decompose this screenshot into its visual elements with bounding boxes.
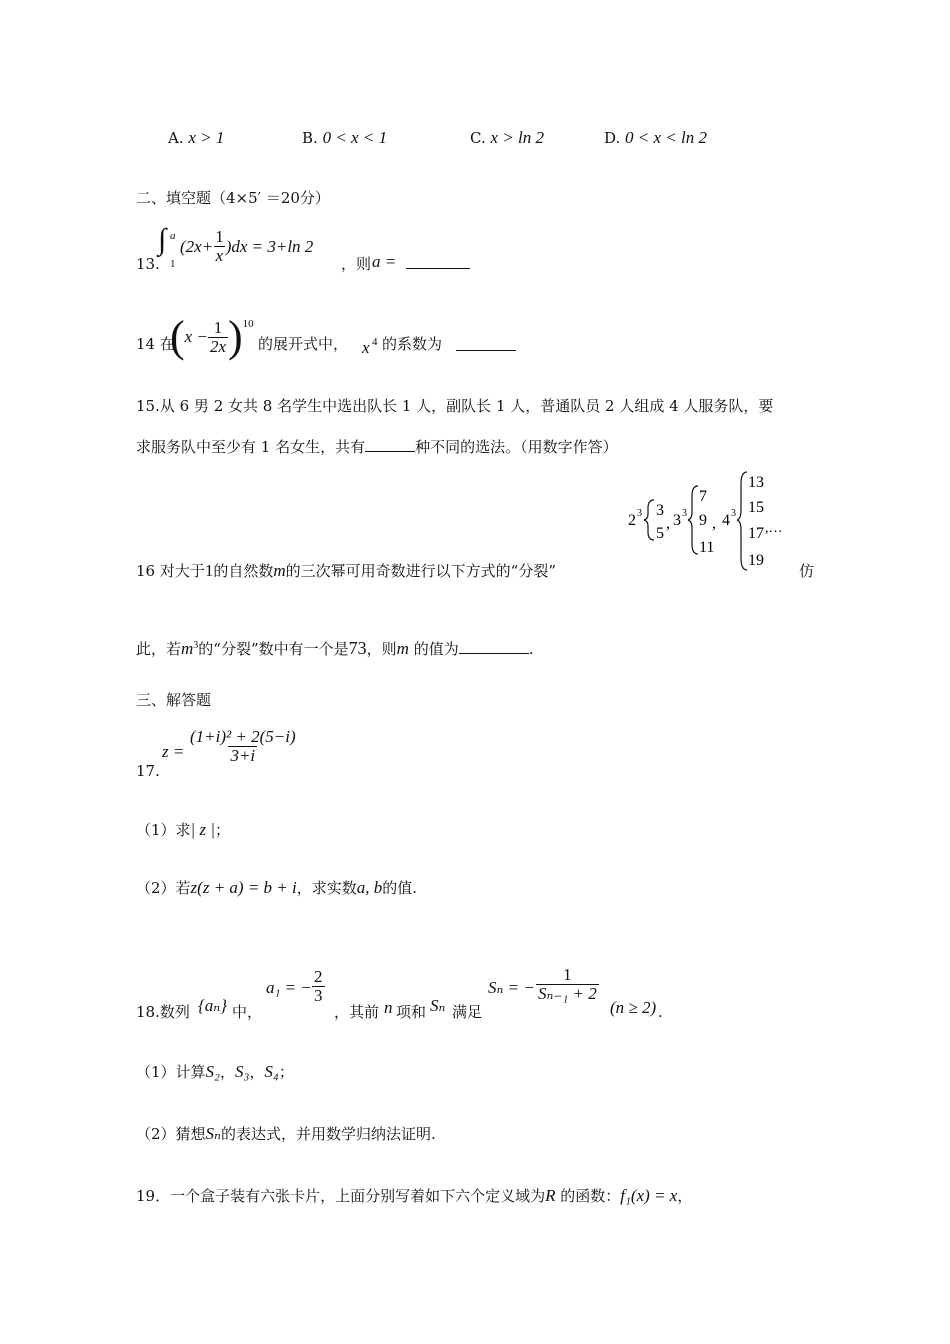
- q16-one: 1: [204, 561, 214, 580]
- q13-frac-den: x: [215, 246, 224, 265]
- q18-period: .: [658, 1003, 663, 1021]
- q13-lower-limit: 1: [170, 258, 176, 270]
- q16-g1-item: 3: [656, 502, 664, 519]
- q13-text: ，则: [341, 255, 372, 273]
- q15-line1: 15.从 6 男 2 女共 8 名学生中选出队长 1 人，副队长 1 人，普通队员 2 人组成 4 人服务队，要: [136, 397, 774, 415]
- q17-fraction: [188, 728, 298, 765]
- option-c-label: C.: [470, 129, 486, 147]
- section2-title: 二、填空题（4×5′ ＝20分）: [136, 189, 330, 207]
- q19-end: ，: [677, 1187, 693, 1205]
- q16-g3-pow: 3: [731, 508, 736, 519]
- q17-part2: [136, 878, 417, 898]
- q16-tail: 仿: [799, 562, 815, 580]
- q18-p2b: 的表达式，并用数学归纳法证明.: [220, 1125, 436, 1143]
- q14-number: 14 在: [136, 335, 175, 353]
- q16-m: m: [273, 561, 286, 580]
- q19-text2: 的函数：: [560, 1187, 621, 1205]
- q17-p2a: （2）若: [136, 879, 191, 897]
- q18-n: n: [384, 998, 393, 1017]
- q16-cube: 3: [193, 640, 199, 651]
- q13-rest: )dx = 3+ln 2: [225, 236, 314, 256]
- q19-text1: 19．一个盒子装有六张卡片，上面分别写着如下六个定义域为: [136, 1187, 546, 1205]
- option-a-expr: x > 1: [188, 128, 225, 147]
- q17-p2b: ，求实数: [296, 879, 357, 897]
- q13-integrand: (2x+: [180, 236, 214, 256]
- q16-brace-2: [688, 486, 698, 554]
- q16-g2-item: 7: [699, 488, 707, 505]
- q16-line1: [136, 561, 556, 581]
- q18-sn2: Sₙ: [205, 1124, 221, 1143]
- q17-numerator: (1+i)² + 2(5−i): [190, 727, 296, 746]
- q18-cond: (n ≥ 2): [610, 998, 657, 1017]
- q13-number: 13.: [136, 255, 160, 273]
- q18-number: 18.数列: [136, 1003, 190, 1021]
- q18-a1-den: 3: [314, 986, 323, 1005]
- q18-a1-num: 2: [314, 967, 323, 986]
- q16-text2: 的自然数: [213, 562, 274, 580]
- q18-rhs-fraction: [536, 966, 599, 1003]
- q16-73: 73: [348, 638, 367, 658]
- option-a-label: A.: [168, 129, 184, 147]
- q16-ellipsis: ,…: [765, 521, 783, 536]
- q17-p2expr: z(z + a) = b + i: [190, 878, 297, 897]
- q17-denominator: 3+i: [230, 746, 256, 765]
- q18-rhs-den: Sₙ₋₁ + 2: [538, 984, 597, 1003]
- q18-part1: [136, 1062, 294, 1082]
- q17-p1expr: | z |: [190, 820, 216, 839]
- option-d: [604, 128, 707, 148]
- q17-part1: [136, 820, 230, 840]
- q16-g3-item: 19: [748, 552, 764, 569]
- section3-title: 三、解答题: [136, 691, 212, 709]
- q19-r: R: [545, 1186, 556, 1205]
- q16-g2-pow: 3: [682, 508, 687, 519]
- q17-p2vars: a, b: [356, 878, 383, 897]
- option-a: [168, 128, 224, 148]
- q16-line2a: 此，若: [136, 640, 182, 658]
- q16-text3: 的三次幂可用奇数进行以下方式的“分裂”: [285, 562, 556, 580]
- q14-base: x −: [184, 327, 208, 346]
- q18-sep: ，: [249, 1063, 265, 1081]
- q14-answer-blank[interactable]: [456, 336, 516, 351]
- question-19: [136, 1186, 692, 1206]
- q13-upper-limit: a: [170, 230, 176, 242]
- q18-s3: S₃: [234, 1062, 250, 1081]
- option-c-expr: x > ln 2: [490, 128, 544, 147]
- q16-brace-1: [644, 500, 654, 540]
- option-c: [470, 128, 544, 148]
- q18-s2: S₂: [205, 1062, 220, 1081]
- q14-term-power: 4: [372, 336, 378, 348]
- q16-line2: [136, 636, 534, 659]
- option-d-label: D.: [604, 129, 621, 147]
- q16-line2c: ，则: [366, 640, 397, 658]
- q17-lhs: z =: [162, 742, 185, 761]
- q18-p1end: ；: [278, 1063, 294, 1081]
- q18-rhs-lhs: Sₙ = −: [488, 978, 535, 997]
- q16-split-diagram: [620, 468, 800, 576]
- q18-sep: ，: [219, 1063, 235, 1081]
- q17-p2c: 的值.: [382, 879, 418, 897]
- q18-text4: 满足: [452, 1003, 483, 1021]
- q14-frac-num: 1: [213, 317, 223, 337]
- q16-line2b: 的“分裂”数中有一个是: [198, 640, 349, 658]
- q16-g1-item: 5: [656, 525, 664, 542]
- q16-g2-item: 9: [699, 512, 707, 529]
- q16-text1: 16 对大于: [136, 562, 205, 580]
- q18-sn: Sₙ: [430, 996, 446, 1015]
- option-d-expr: 0 < x < ln 2: [625, 128, 708, 147]
- exam-page: A. x > 1 B. 0 < x < 1 C. x > ln 2 D. 0 < x < ln 2 二、填空题（4×5′ ＝20分） 13. ∫ a 1 (2x+ $\frac{1}{x}$ )dx = 3+ln 2 ，则 a = 14 在 ( x − $\frac{1}{2x}$ ) 10 的展开式中， x 4 的系数为 15.从 6 男 2 女共 8 名学生中选出队长 1 人，副队长 1 人，普通队员 2 人组成 4 人服务队，要 求服务队中至少有 1 名女生，共有 种不同的选法。（用数字作答） 2 3 3 5 , 3 3 7 9 11 , 4 3 13 15 17 19 ,… 16 对大于1的自然数m的三次幂可用奇数进行以下方式的“分裂” 仿 此，若$m^3$的“分裂”数中有一个是73，则m 的值为 . 三、解答题 17. z = $\frac{\text{(1+i)² + 2(5−i)}}{3+i}$ （1）求| z |； （2）若z(z + a) = b + i，求实数a, b的值. 18.数列 {aₙ} 中， a₁ = − $\frac{2}{3}$ ，其前 n 项和 Sₙ 满足 Sₙ = − $\frac{1}{\text{Sₙ₋₁ + 2}}$ (n ≥ 2) . （1）计算S₂，S₃，S₄； （2）猜想Sₙ的表达式，并用数学归纳法证明. 19．一个盒子装有六张卡片，上面分别写着如下六个定义域为R 的函数：f₁(x) = x，: [136, 128, 815, 1205]
- q14-frac-den: 2x: [209, 336, 226, 356]
- q17-p1b: ；: [215, 821, 231, 839]
- q14-binomial: ( x − $\frac{1}{2x}$ ) 10: [170, 312, 254, 361]
- q16-g2-item: 11: [699, 539, 715, 556]
- q14-text2: 的系数为: [382, 335, 443, 353]
- q16-g3-item: 15: [748, 499, 764, 516]
- q18-a1: a₁ = −: [266, 978, 312, 997]
- q16-g1-base: 2: [628, 512, 636, 529]
- q18-s4: S₄: [264, 1062, 279, 1081]
- q18-text2: ，其前: [334, 1003, 380, 1021]
- q16-answer-blank[interactable]: [459, 639, 529, 654]
- q14-term: x: [362, 338, 370, 357]
- q16-m2: m: [181, 639, 194, 658]
- q17-p1a: （1）求: [136, 821, 191, 839]
- q16-g2-base: 3: [673, 512, 681, 529]
- q16-g3-item: 17: [748, 525, 764, 542]
- q13-frac-num: 1: [215, 227, 224, 246]
- q16-line2e: .: [528, 640, 534, 658]
- option-b: [302, 128, 387, 148]
- svg-text:,: ,: [666, 515, 670, 532]
- q18-p2a: （2）猜想: [136, 1125, 206, 1143]
- q18-p1a: （1）计算: [136, 1063, 206, 1081]
- q18-part2: [136, 1124, 436, 1144]
- q18-seq: {aₙ}: [198, 996, 227, 1015]
- option-b-label: B.: [302, 129, 318, 147]
- q16-line2d: 的值为: [413, 640, 459, 658]
- q13-answer-blank[interactable]: [406, 254, 470, 269]
- q15-line2: [136, 437, 618, 457]
- q16-g3-base: 4: [722, 512, 730, 529]
- q13-fraction: [213, 228, 226, 265]
- q19-f1: f₁(x) = x: [620, 1186, 678, 1205]
- q15-line2b: 种不同的选法。（用数字作答）: [415, 438, 618, 456]
- q18-a1-fraction: [312, 968, 325, 1005]
- q18-text3: 项和: [396, 1003, 427, 1021]
- q17-number: 17.: [136, 762, 160, 780]
- q16-g3-item: 13: [748, 474, 764, 491]
- option-b-expr: 0 < x < 1: [322, 128, 388, 147]
- q18-rhs-num: 1: [563, 965, 572, 984]
- q15-line2a: 求服务队中至少有 1 名女生，共有: [136, 438, 366, 456]
- q14-fraction: [208, 319, 228, 356]
- q16-m3: m: [396, 639, 409, 658]
- q16-brace-3: [737, 472, 747, 570]
- q16-g1-pow: 3: [637, 508, 642, 519]
- q18-text1: 中，: [232, 1003, 263, 1021]
- q14-text1: 的展开式中，: [258, 335, 349, 353]
- svg-text:,: ,: [712, 515, 716, 532]
- q14-power: 10: [242, 318, 254, 330]
- q13-var: a =: [372, 252, 397, 271]
- q15-answer-blank[interactable]: [365, 437, 415, 452]
